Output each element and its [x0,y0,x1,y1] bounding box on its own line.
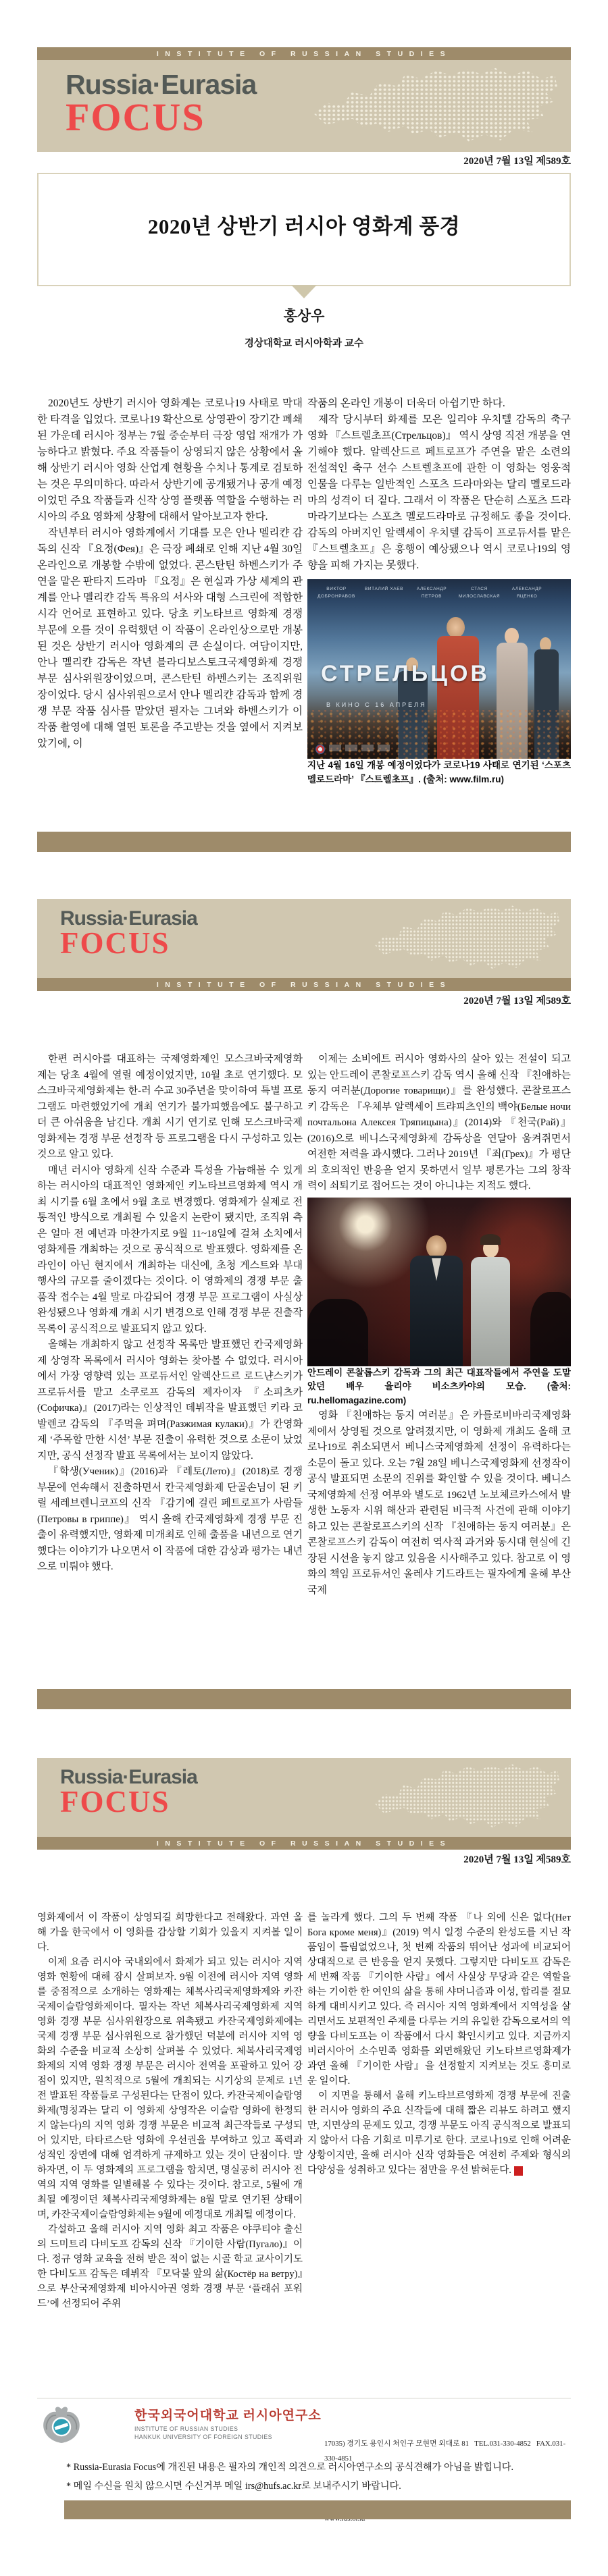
institute-en-line1: INSTITUTE OF RUSSIAN STUDIES [134,2425,238,2432]
body-paragraph: 를 놀라게 했다. 그의 두 번째 작품 『나 외에 신은 없다(Нет Бога кроме меня)』(2019) 역시 일정 수준의 완성도를 지닌 작품임이 틀림없었으나, 첫 번째 작품의 뛰어난 성과에 비교되어 상대적으로 큰 반응을 얻지 못했다. 그렇지만 다비도프 감독은 세 번째 작품 『기이한 사람』에서 사실상 무당과 같은 역할을 하는 기이한 한 여인의 삶을 통해 샤머니즘과 이성, 합리를 절묘하게 대비시키고 있다. 즉 러시아 지역 영화계에서 지역성을 살리면서도 보편적인 주제를 다루는 거의 유일한 감독으로서의 역량을 다비도프는 이 작품에서 다시 확인시키고 있다. 지금까지 비러시아어 소수민족 영화를 외면해왔던 키노타브르영화제가 과연 올해 『기이한 사람』을 선정할지 지켜보는 것도 흥미로운 일이다. [307,1912,571,2087]
strelcov-movie-poster-image [307,579,571,759]
issue-date: 2020년 7월 13일 제589호 [463,156,571,167]
body-paragraph: 영화 『친애하는 동지 여러분』은 카를로비바리국제영화제에서 상영될 것으로 알려졌지만, 이 영화제 개최도 올해 코로나19로 취소되면서 베니스국제영화제 선정이 유력하다는 소문이 돌고 있다. 오는 7월 28일 베니스국제영화제 선정작이 공식 발표되면 소문의 진위를 확인할 수 있을 것이다. 베니스국제영화제 선정 여부와 별도로 1962년 노보체르카스에서 발생한 노동자 시위 해산과 관련된 비극적 사건에 관해 이야기하고 있는 콘찰로프스키의 신작 『친애하는 동지 여러분』은 콘찰로프스키 감독이 여전히 역사적 과거와 동시대 현실에 긴장된 시선을 놓지 않고 있음을 시사해주고 있다. 참고로 이 영화의 책임 프로듀서인 올레샤 기드라트는 필자에게 올해 부산국제 [307,1410,571,1596]
logo-focus: FOCUS [60,1784,170,1819]
institute-eagle-logo-icon [40,2404,83,2447]
page-bottom-bar [37,832,571,852]
poster-cast-names [313,585,551,600]
institute-en-line2: HANKUK UNIVERSITY OF FOREIGN STUDIES [134,2433,272,2440]
page-bottom-bar [37,1689,571,1709]
article-title-box [37,173,571,286]
article-title: 2020년 상반기 러시아 영화계 풍경 [147,215,461,238]
page3-column-left [37,1910,303,2398]
title-pointer-icon [291,285,317,298]
body-text: 이 지면을 통해서 올해 키노타브르영화제 경쟁 부문에 진출한 러시아 영화의 주요 신작들에 대해 짧은 리뷰도 하려고 했지만, 지면상의 문제도 있고, 경쟁 부문도 아직 공식적으로 발표되지 않아서 다음 기회로 미루기로 한다. 코로나19로 인해 어려운 상황이지만, 올해 러시아 신작 영화들은 여전히 주제와 형식의 다양성을 성취하고 있다는 점만을 우선 밝혀둔다. [307,2091,571,2176]
logo-focus: FOCUS [66,95,205,139]
page1-column-right [307,396,571,828]
publication-logo [60,907,197,960]
body-paragraph: 『학생(Ученик)』(2016)과 『레토(Лето)』(2018)로 경쟁 부문에 연속해서 진출하면서 칸국제영화제 단골손님이 된 키릴 세레브렌니코프의 신작 『감기에 걸린 페트로프가 사람들(Петровы в гриппе)』 역시 올해 칸국제영화제 경쟁 부문 진출이 유력했지만, 영화제 미개최로 인해 출품을 내년으로 연기했다는 이야기가 나오면서 이 작품에 대한 감상과 평가는 내년으로 미뤄야 했다. [37,1466,303,1572]
body-paragraph: 제작 당시부터 화제를 모은 일리야 우치텔 감독의 축구 영화 『스트렐초프(Стрельцов)』 역시 상영 직전 개봉을 연기해야 했다. 알렉산드르 페트로프가 주연을 맡은 소련의 전설적인 축구 선수 스트렐초프에 관한 이 영화는 영웅적 인물을 다루는 일반적인 스포츠 드라마와는 달리 멜로드라마의 성격이 더 짙다. 그래서 이 작품은 단순히 스포츠 드라마라기보다는 스포츠 멜로드라마로 규정해도 좋을 것이다. 감독의 아버지인 알렉세이 우치텔 감독이 프로듀서를 맡은 『스트렐초프』은 흥행이 예상됐으나 역시 코로나19의 영향을 피해 가지는 못했다. [307,414,571,571]
cast-name: АЛЕКСАНДР ПЕТРОВ [416,587,447,599]
institute-name-english [134,2425,322,2442]
issue-date: 2020년 7월 13일 제589호 [463,1854,571,1865]
body-paragraph: 작년부터 러시아 영화계에서 기대를 모은 안나 멜리캰 감독의 신작 『요정(Фея)』은 극장 폐쇄로 인해 지난 4월 30일 온라인으로 개봉할 수밖에 없었다. 콘스탄틴 하벤스키가 주연을 맡은 판타지 드라마 『요정』은 현실과 가상 세계의 관계를 안나 멜리캰 감독 특유의 서사와 대형 스크린에 적합한 시각 언어로 표현하고 있다. 당초 키노타브르 영화제 경쟁 부문에 오를 것이 유력했던 이 작품이 온라인상으로만 개봉된 것은 상반기 러시아 영화계의 큰 손실이다. 여담이지만, 안나 멜리캰 감독은 작년 블라디보스토크국제영화제 경쟁 부문 심사위원장이었으며, 콘스탄틴 하벤스키는 조직위원장이었다. 당시 심사위원으로서 안나 멜리캰 감독과 함께 경쟁 부문 작품 심사를 맡았던 필자는 그녀와 하벤스키가 이 작품 촬영에 대해 열띤 토론을 주고받는 것을 옆에서 지켜보았기에, 이 [37,527,303,749]
photo-figure [471,1257,510,1366]
logo-russia-eurasia: Russia·Eurasia [66,69,257,100]
footer-notes [66,2459,573,2496]
cast-name: СТАСЯ МИЛОСЛАВСКАЯ [458,587,501,599]
page2-column-left [37,1052,303,1686]
author-affiliation: 경상대학교 러시아학과 교수 [244,338,364,349]
unsubscribe-note: * 메일 수신을 원치 않으시면 수신거부 메일 irs@hufs.ac.kr로 보내주시기 바랍니다. [66,2480,401,2492]
masthead-banner [37,899,571,978]
body-paragraph: 2020년도 상반기 러시아 영화계는 코로나19 사태로 막대한 타격을 입었다. 코로나19 확산으로 상영관이 장기간 폐쇄된 가운데 러시아 정부는 7월 중순부터 극장 영업 재개가 가능하다고 밝혔다. 주요 작품들이 상영되지 않은 상황에서 올해 상반기 러시아 영화 산업계 현황을 수치나 통계로 검토하는 것은 무의미하다. 따라서 상반기에 공개됐거나 공개 예정이었던 주요 작품들과 신작 상영 플랫폼 역할을 수행하는 러시아의 주요 영화제 상황에 대해서 알아보고자 한다. [37,398,303,522]
poster-distributor-logos [315,745,390,754]
logo-russia-eurasia: Russia·Eurasia [60,1766,197,1788]
page-1 [0,0,608,859]
page1-column-left [37,396,303,828]
body-paragraph: 한편 러시아를 대표하는 국제영화제인 모스크바국제영화제는 당초 4월에 열릴 예정이었지만, 10월 초로 연기했다. 모스크바국제영화제는 한-러 수교 30주년을 맞이하여 특별 프로그램도 마련했었기에 개최 연기가 불가피했음에도 불구하고 더 큰 아쉬움을 남긴다. 개최 시기 연기로 인해 모스크바국제영화제는 경쟁 부문 선정작 등 프로그램을 다시 구성하고 있는 것으로 알고 있다. [37,1054,303,1160]
address-korean: 17035) 경기도 용인시 처인구 모현면 외대로 81 TEL.031-330-4852 FAX.031-330-4851 [324,2440,566,2463]
photo-figure [480,1234,501,1245]
cast-name: АЛЕКСАНДР ЯЦЕНКО [511,587,542,599]
author-name: 홍상우 [283,308,325,324]
footer [37,2398,571,2463]
masthead-banner [37,1758,571,1837]
publication-logo [66,69,257,139]
page-3 [0,1717,608,2576]
body-paragraph: 이제 요즘 러시아 국내외에서 화제가 되고 있는 러시아 지역 영화 현황에 대해 잠시 살펴보자. 9월 이전에 러시아 지역 영화를 중점적으로 소개하는 영화제는 체복사리국제영화제와 카잔국제이슬람영화제이다. 필자는 작년 체복사리국제영화제 지역 영화 경쟁 부문 심사위원장으로 위촉됐고 카잔국제영화제에는 국제 경쟁 부문 심사위원으로 참가했던 덕분에 러시아 지역 영화의 수준을 비교적 소상히 살펴볼 수 있었다. 체복사리국제영화제의 지역 영화 경쟁 부문은 러시아 전역을 포괄하고 있어 강점이 있지만, 원칙적으로 5월에 개최되는 시기상의 문제로 1년 전 발표된 작품들로 구성된다는 단점이 있다. 카잔국제이슬람영화제(명칭과는 달리 이 영화제 상영작은 이슬람 영화에 한정되지 않는다)의 지역 영화 경쟁 부문은 비교적 최근작들로 구성되어 있지만, 타타르스탄 영화에 우선권을 부여하고 있고 폭력과 성적인 장면에 대해 엄격하게 규제하고 있는 것이 단점이다. 말하자면, 이 두 영화제의 프로그램을 합치면, 명실공히 러시아 전역의 지역 영화를 일별해볼 수 있다는 것이다. 참고로, 5월에 개최될 예정이던 체복사리국제영화제는 8월 말로 연기된 상태이며, 카잔국제이슬람영화제는 9월에 예정대로 개최될 예정이다. [37,1957,303,2220]
institute-bar: INSTITUTE OF RUSSIAN STUDIES [37,47,571,60]
institute-name-korean: 한국외국어대학교 러시아연구소 [134,2409,322,2423]
publication-logo [60,1766,197,1819]
photo-figure [530,1292,571,1366]
poster-figure [447,617,465,638]
institute-bar: INSTITUTE OF RUSSIAN STUDIES [37,1837,571,1850]
body-paragraph: 매년 러시아 영화계 신작 수준과 특성을 가늠해볼 수 있게 하는 러시아의 대표적인 영화제인 키노타브르영화제 역시 개최 시기를 6월 초에서 9월 초로 변경했다. 영화제가 실제로 전통적인 방식으로 개최될 수 있을지 논란이 됐지만, 조직위 측은 얼마 전 예년과 마찬가지로 9월 11~18일에 걸쳐 소치에서 영화제를 개최하는 것으로 공식적으로 발표했다. 영화제를 온라인이 아닌 현지에서 개최하는 대신에, 초청 게스트와 부대 행사의 규모를 줄이겠다는 것이다. 이 영화제의 경쟁 부문 출품작 접수는 4월 말로 마감되어 경쟁 부문 프로그램이 사실상 완성됐으나 영화제 개최 시기 변경으로 인해 경쟁 부문 진출작 목록이 공식적으로 발표되지 않고 있다. [37,1164,303,1335]
page-bottom-bar [64,2500,571,2519]
focus-end-mark-icon: Rs [514,2166,523,2176]
poster-caption: 지난 4월 16일 개봉 예정이었다가 코로나19 사태로 연기된 ‘스포츠 멜로드라마’ 『스트렐초프』. (출처: www.film.ru) [307,760,571,784]
photo-caption: 안드레이 콘찰롭스키 감독과 그의 최근 대표작들에서 주연을 도맡았던 배우 율리야 비소츠카야의 모습. (출처: ru.hellomagazine.com) [307,1367,571,1406]
institute-identity [134,2405,322,2442]
poster-release-line: В КИНО С 16 АПРЕЛЯ [326,701,427,708]
body-paragraph: 영화제에서 이 작품이 상영되길 희망한다고 전해왔다. 과연 올해 가을 한국에서 이 영화를 감상할 기회가 있을지 지켜볼 일이다. [37,1912,303,1953]
body-paragraph: 이제는 소비에트 러시아 영화사의 살아 있는 전설이 되고 있는 안드레이 콘찰로프스키 감독 역시 올해 신작 『친애하는 동지 여러분(Дорогие товарищи)』를 완성했다. 콘찰로프스키 감독은 『우체부 알렉세이 트랴피츠인의 백야(Белые ночи почтальона Алексея Тряпицына)』(2014)와 『천국(Рай)』(2016)으로 베니스국제영화제 감독상을 연달아 움켜쥐면서 여전한 저력을 과시했다. 그러나 2019년 『죄(Грех)』가 평단의 호의적인 반응을 얻지 못하면서 일부 평론가는 그의 창작력이 쇠퇴기로 접어드는 것이 아니냐는 지적도 했다. [307,1054,571,1191]
photo-figure [426,1235,447,1258]
issue-date: 2020년 7월 13일 제589호 [463,996,571,1007]
logo-russia-eurasia: Russia·Eurasia [60,907,197,930]
russia-dot-map-icon [309,67,560,145]
body-paragraph: 올해는 개최하지 않고 선정작 목록만 발표했던 칸국제영화제 상영작 목록에서 러시아 영화는 찾아볼 수 없었다. 러시아에서 가장 영향력 있는 프로듀서인 알렉산드르 로드냔스키가 프로듀서를 맡고 소쿠로프 감독의 제자이자 『소피츠카(Софичка)』(2017)라는 인상적인 데뷔작을 발표했던 키라 코발렌코 감독의 『주먹을 펴며(Разжимая кулаки)』가 칸영화제 ‘주목할 만한 시선’ 부문 진출이 유력한 것으로 소문이 났었지만, 공식 선정작 발표 목록에서는 보이지 않았다. [37,1339,303,1461]
institute-bar: INSTITUTE OF RUSSIAN STUDIES [37,978,571,991]
page3-column-right [307,1910,571,2398]
russia-dot-map-icon [371,905,561,972]
body-paragraph [307,2089,571,2178]
konchalovsky-festival-photo-image [307,1198,571,1366]
photo-figure [307,1299,368,1366]
page-2 [0,859,608,1717]
masthead-banner [37,60,571,152]
page2-column-right [307,1052,571,1686]
cast-name: ВИТАЛИЙ ХАЕВ [364,587,404,591]
poster-title: СТРЕЛЬЦОВ [321,661,490,687]
disclaimer-note: * Russia-Eurasia Focus에 개진된 내용은 필자의 개인적 의견으로 러시아연구소의 공식견해가 아님을 밝힙니다. [66,2462,514,2473]
logo-focus: FOCUS [60,925,170,960]
russia-dot-map-icon [371,1763,561,1831]
cast-name: ВИКТОР ДОБРОНРАВОВ [317,587,355,599]
body-paragraph: 작품의 온라인 개봉이 더욱더 아쉽기만 하다. [307,398,505,409]
body-paragraph: 각설하고 올해 러시아 지역 영화 최고 작품은 야쿠티야 출신의 드미트리 다비도프 감독의 신작 『기이한 사람(Пугало)』이다. 정규 영화 교육을 전혀 받은 적이 없는 시골 학교 교사이기도 한 다비도프 감독은 데뷔작 『모닥불 앞의 삶(Костёр на ветру)』으로 부산국제영화제 비아시아권 영화 경쟁 부문 ‘플래쉬 포워드’에 선정되어 주위 [37,2224,303,2309]
